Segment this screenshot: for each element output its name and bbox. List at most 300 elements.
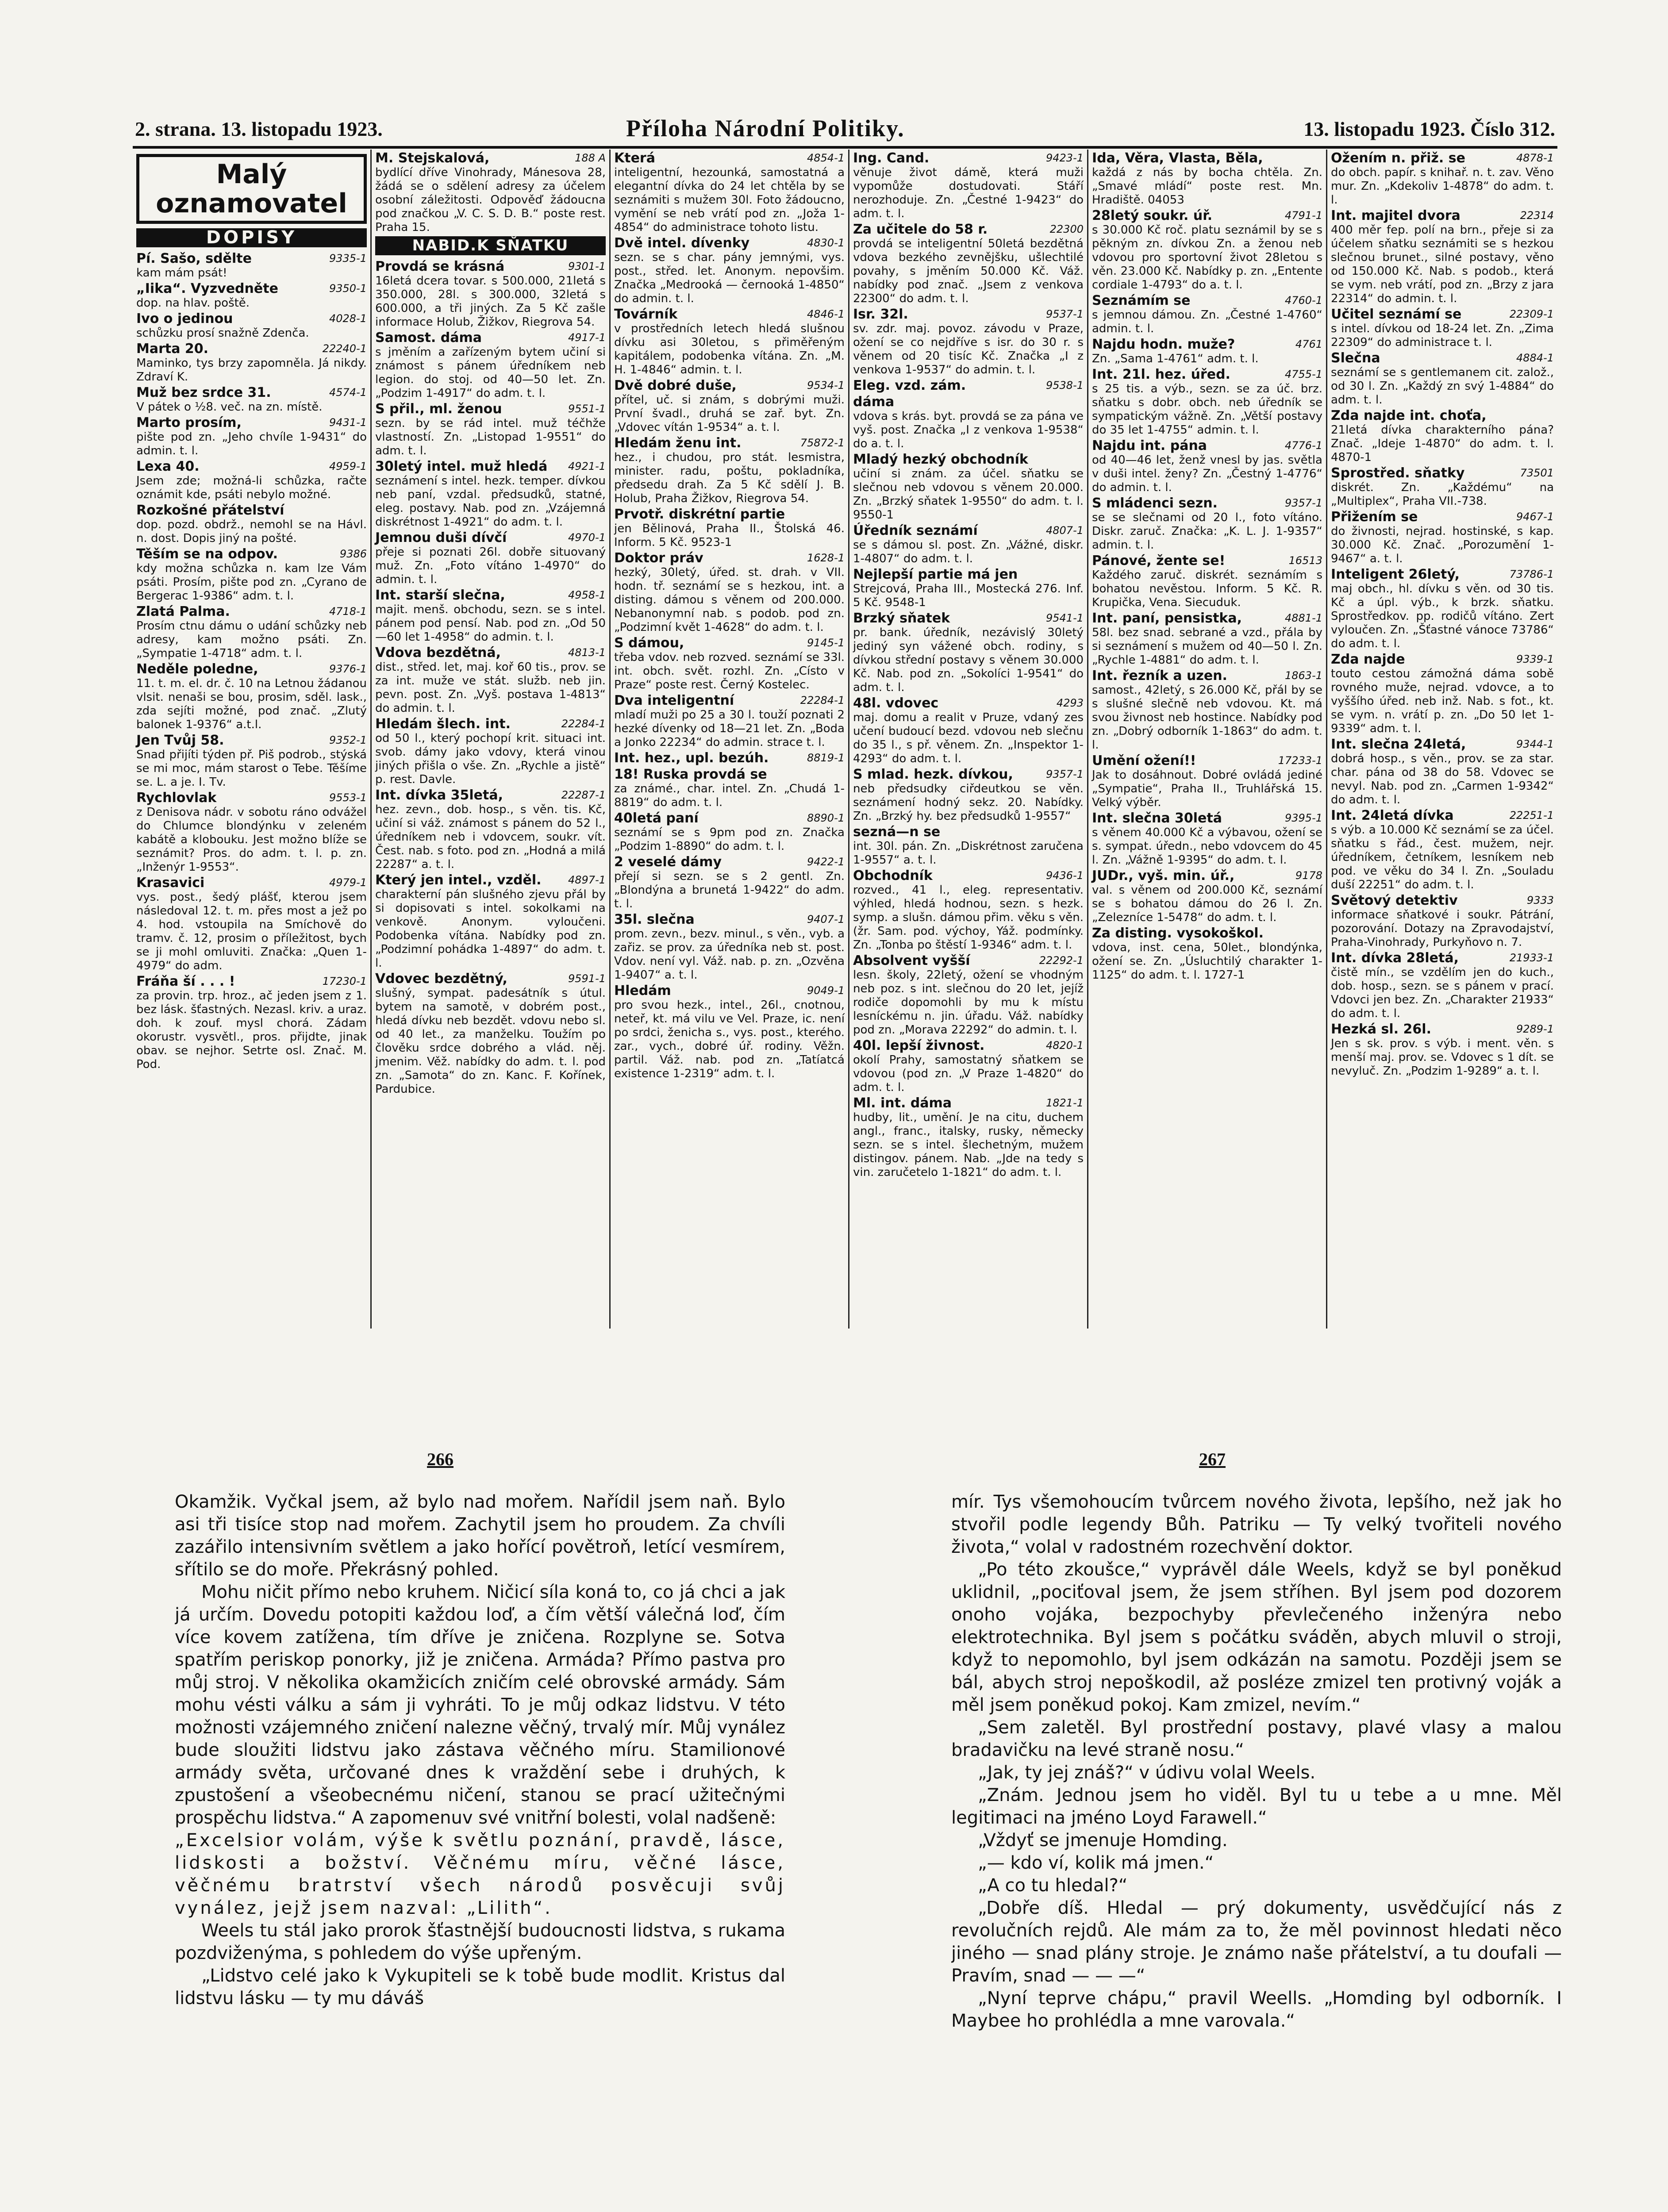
- ad-heading: Marta 20.: [136, 341, 209, 357]
- box-title-line-2: oznamovatel: [156, 188, 347, 219]
- ad-text: slušný, sympat. padesátník s útul. bytem na samotě, v dobrém post., hledá dívku neb bezdět. vdovu nebo sl. od 40 let., za manželku. Toužím po člověku srdce dobrého a vlád. něj. jmenim. Věž. nabídky do adm. t. l. pod zn. „Samota“ do zn. Kanc. F. Kořínek, Pardubice.: [375, 987, 606, 1096]
- ad-text: pište pod zn. „Jeho chvíle 1-9431“ do admin. t. l.: [136, 430, 367, 457]
- ad-text: s intel. dívkou od 18-24 let. Zn. „Zima 22309“ do administrace t. l.: [1331, 322, 1554, 349]
- ad-text: přejí si sezn. se s 2 gentl. Zn. „Blondýna a brunetá 1-9422“ do adm. t. l.: [614, 870, 845, 910]
- story-paragraph: „Znám. Jednou jsem ho viděl. Byl tu u tebe a u mne. Měl legitimaci na jméno Loyd Farawell.“: [951, 1785, 1562, 1828]
- ad-text: s věnem 40.000 Kč a výbavou, ožení se s. sympat. úředn., nebo vdovcem do 45 l. Zn. „Vážně 1-9395“ do adm. t. l.: [1092, 826, 1322, 867]
- ad-text: lesn. školy, 22letý, ožení se vhodným neb poz. s int. slečnou do 20 let, jejíž rodiče dopomohli by mu k místu lesníckému n. jin. úřadu. Váž. nabídky pod zn. „Morava 22292“ do admin. t. l.: [853, 968, 1084, 1037]
- ad-code: 1863-1: [1284, 669, 1322, 682]
- ad-text: Maminko, tys brzy zapomněla. Já nikdy. Zdraví K.: [136, 357, 367, 384]
- ad-heading: Int. paní, pensistka,: [1092, 611, 1242, 626]
- story-paragraph: Weels tu stál jako prorok šťastnější budoucnosti lidstva, s rukama pozdviženýma, s pohledem do výše upřeným.: [175, 1920, 785, 1963]
- ad-heading: Dva inteligentní: [614, 693, 734, 708]
- classified-ad: [1092, 439, 1322, 495]
- ad-heading: Továrník: [614, 307, 678, 322]
- ad-code: 1821-1: [1045, 1097, 1084, 1109]
- ad-code: 4921-1: [568, 460, 606, 472]
- ad-heading: Rozkošné přátelství: [136, 503, 284, 518]
- ad-heading: Úředník seznámí: [853, 523, 978, 538]
- ad-text: do živnosti, nejrad. hostinské, s kap. 30.000 Kč. Znač. „Porozumění 1-9467“ a. t. l.: [1331, 525, 1554, 565]
- ad-code: 4760-1: [1284, 294, 1322, 307]
- ad-text: mladí muži po 25 a 30 l. touží poznati 2 hezké dívenky od 18—21 let. Zn. „Boda a Jonko 22234“ do admin. strace t. l.: [614, 708, 845, 749]
- ad-heading: Těším se na odpov.: [136, 546, 278, 562]
- ad-text: sv. zdr. maj. povoz. závodu v Praze, ožení se co nejdříve s isr. do 30 r. s věnem od 20 tisíc Kč. Značka „I z venkova 1-9537“ do admin. t. l.: [853, 322, 1084, 376]
- ad-heading: Marto prosím,: [136, 415, 242, 430]
- ad-column-3: [611, 150, 849, 1329]
- ad-column-2: [372, 150, 611, 1329]
- ad-text: hez., i chudou, pro stát. lesmistra, minister. radu, poštu, pokladníka, předsedu drah. Za 5 Kč sdělí J. B. Holub, Praha Žižkov, Riegrova 54.: [614, 451, 845, 505]
- classified-ad: [614, 694, 845, 749]
- classified-section: [133, 150, 1557, 1329]
- page-header: [135, 117, 1555, 144]
- classified-ad: [1092, 338, 1322, 366]
- classified-ad: [1092, 496, 1322, 552]
- classified-ad: [614, 236, 845, 306]
- ad-heading: Hledám šlech. int.: [375, 716, 511, 732]
- ad-text: Prosím ctnu dámu o udání schůzky neb adresy, kam možno psáti. Zn. „Sympatie 1-4718“ adm. t. l.: [136, 619, 367, 660]
- ad-code: 9467-1: [1516, 511, 1554, 523]
- ad-text: s 30.000 Kč roč. platu seznámil by se s pěkným zn. dívkou Zn. a ženou neb vdovou pro sportovní život 28letou s věn. 23.000 Kč. Nabídky p. zn. „Entente cordiale 1-4793“ do a. t. l.: [1092, 223, 1322, 292]
- ad-heading: Obchodník: [853, 868, 933, 883]
- ad-code: 17230-1: [322, 975, 367, 987]
- ad-code: 22287-1: [561, 789, 606, 801]
- ad-heading: S mládenci sezn.: [1092, 495, 1218, 511]
- story-paragraph: „Lidstvo celé jako k Vykupiteli se k tobě bude modlit. Kristus dal lidstvu lásku — ty mu dáváš: [175, 1966, 785, 2008]
- ad-heading: Slečna: [1331, 350, 1380, 366]
- classified-ad: [136, 342, 367, 384]
- ad-text: od 50 l., který pochopí krit. situaci int. svob. dámy jako vdovy, která vinou jiných přišla o vše. Zn. „Rychle a jistě“ p. rest. Davle.: [375, 732, 606, 786]
- classified-ad: [853, 954, 1084, 1037]
- ad-heading: Najdu hodn. muže?: [1092, 337, 1235, 352]
- story-paragraph: „— kdo ví, kolik má jmen.“: [978, 1853, 1214, 1873]
- classified-ad: [614, 307, 845, 377]
- ad-code: 9333: [1526, 894, 1554, 906]
- story-paragraph: „Dobře díš. Hledal — prý dokumenty, usvědčující nás z revolučních rejdů. Ale mám za to, že měl povinnost hledati něco jiného — snad plány stroje. Je známo naše přátelství, a tu doufali — Pravím, snad — — —“: [951, 1898, 1562, 1986]
- ad-code: 9541-1: [1045, 612, 1084, 624]
- ad-heading: Ml. int. dáma: [853, 1095, 952, 1111]
- classified-ad: [1092, 869, 1322, 925]
- ad-text: vys. post., šedý plášť, kterou jsem následoval 12. t. m. přes most a jež po 4. hod. vstoupila na Smíchově do tramv. č. 12, prosim o příležitost, bych se ji mohl omluviti. Značka: „Quen 1-4979“ do adm.: [136, 891, 367, 972]
- ad-heading: Zda najde: [1331, 652, 1405, 667]
- ad-heading: 35l. slečna: [614, 912, 695, 927]
- ad-heading: Ožením n. přiž. se: [1331, 150, 1465, 166]
- ad-code: 4791-1: [1284, 209, 1322, 222]
- classified-ad: [136, 662, 367, 732]
- ad-code: 9551-1: [568, 403, 606, 415]
- classified-ad: [614, 551, 845, 634]
- ad-text: okolí Prahy, samostatný sňatkem se vdovou (pod zn. „V Praze 1-4820“ do adm. t. l.: [853, 1053, 1084, 1094]
- classified-ad: [1331, 1022, 1554, 1078]
- ad-text: hudby, lit., umění. Je na citu, duchem angl., franc., italsky, rusky, německy sezn. se s intel. šlechetným, mužem distingov. pánem. Nab. „Jde na tedy s vin. zaručetelo 1-1821“ do adm. t. l.: [853, 1111, 1084, 1179]
- classified-ad: [1092, 611, 1322, 667]
- ad-code: 22309-1: [1509, 308, 1554, 320]
- ad-text: pr. bank. úředník, nezávislý 30letý jediný syn vážené obch. rodiny, s dívkou střední postavy s věnem 30.000 Kč. Nab. pod zn. „Sokolíci 1-9541“ do adm. t. l.: [853, 626, 1084, 694]
- ad-code: 9301-1: [568, 260, 606, 273]
- ad-text: majit. menš. obchodu, sezn. se s intel. pánem pod pensí. Nab. pod zn. „Od 50—60 let 1-4958“ do admin. t. l.: [375, 603, 606, 644]
- ad-code: 21933-1: [1509, 952, 1554, 964]
- ad-code: 22300: [1049, 223, 1084, 235]
- ad-text: vdova, inst. cena, 50let., blondýnka, ožení se. Zn. „Úsluchtilý charakter 1-1125“ do adm. t. l. 1727-1: [1092, 941, 1322, 982]
- classified-ad: [136, 605, 367, 661]
- ad-heading: Provdá se krásná: [375, 259, 505, 274]
- classified-ad: [1331, 568, 1554, 651]
- ad-text: hez. zevn., dob. hosp., s věn. tis. Kč, učiní si váž. známost s pánem do 52 l., úředníkem neb i vdovcem, soukr. vít. Čest. nab. s foto. pod zn. „Hodná a milá 22287“ a. t. l.: [375, 803, 606, 871]
- classified-ad: [375, 717, 606, 787]
- ad-text: rozved., 41 l., eleg. representativ. výhled, hledá hodnou, sezn. s hezk. symp. a slušn. dámou přim. věku s věn. (žr. Sam. pod. výchoy, Yáž. podmínky. Zn. „Tonba po štěstí 1-9346“ adm. t. l.: [853, 883, 1084, 952]
- ad-text: 21letá dívka charakterního pána? Znač. „Ideje 1-4870“ do adm. t. l. 4870-1: [1331, 423, 1554, 464]
- ad-heading: Umění ožení!!: [1092, 753, 1196, 768]
- ad-heading: Int. dívka 35letá,: [375, 787, 503, 803]
- classified-ad: [614, 751, 845, 766]
- classified-ad: [375, 260, 606, 329]
- classified-ad: [853, 307, 1084, 377]
- ad-column-4: [849, 150, 1088, 1329]
- ad-code: 73501: [1520, 467, 1554, 479]
- ad-text: touto cestou zámožná dáma sobě rovného muže, nejrad. vdovce, a to vyššího úřed. neb inž. Nab. s fot., kt. se vym. n. vrátí p. zn. „Do 50 let 1-9339“ adm. t. l.: [1331, 667, 1554, 735]
- ad-code: 9407-1: [807, 913, 845, 926]
- ad-text: Jsem zde; možná-li schůzka, račte oznámit kde, psáti nebylo možné.: [136, 474, 367, 501]
- classified-ad: [1331, 466, 1554, 508]
- dopisy-banner: DOPISY: [136, 228, 367, 247]
- ad-list: [136, 252, 367, 1071]
- ad-code: 9339-1: [1516, 653, 1554, 665]
- ad-text: Každého zaruč. diskrét. seznámím s bohatou nevěstou. Inform. 5 Kč. R. Krupička, Vena. Siecuduk.: [1092, 568, 1322, 609]
- ad-text: V pátek o ½8. več. na zn. místě.: [136, 400, 323, 414]
- classified-ad: [1331, 737, 1554, 807]
- ad-code: 9178: [1295, 869, 1322, 882]
- classified-ad: [1092, 368, 1322, 437]
- ad-text: Snad přijíti týden př. Piš podrob., stýská se mi moc, mám starost o Tebe. Těšíme se. L. a je. I. Tv.: [136, 748, 367, 789]
- ad-code: 9352-1: [329, 734, 367, 746]
- ad-code: 9350-1: [329, 282, 367, 295]
- ad-heading: Najdu int. pána: [1092, 438, 1207, 453]
- ad-code: 4917-1: [568, 331, 606, 344]
- ad-heading: Zlatá Palma.: [136, 604, 230, 619]
- ad-code: 4854-1: [807, 152, 845, 164]
- ad-code: 9357-1: [1284, 497, 1322, 509]
- ad-code: 9591-1: [568, 972, 606, 985]
- classified-ad: [1092, 669, 1322, 752]
- ad-code: 9537-1: [1045, 308, 1084, 320]
- story-paragraph: „Excelsior volám, výše k světlu poznání, pravdě, lásce, lidskosti a božství. Věčnému míru, věčné lásce, věčnému bratrství všech národů posvěcuji svůj vynález, jejž jsem nazval: „Lilith“.: [175, 1830, 785, 1918]
- story-paragraph: „Po této zkoušce,“ vyprávěl dále Weels, když se byl poněkud uklidnil, „pociťoval jsem, že jsem stříhen. Byl jsem pod dozorem onoho vojáka, bezpochyby převlečeného inženýra nebo elektrotechnika. Byl jsem s počátku sváděn, abych mluvil o stroji, když to nepomohlo, byl jsem odkázán na samotu. Později jsem se bál, abych stroj nepoškodil, až posléze zmizel ten protivný voják a měl jsem poněkud pokoj. Kam zmizel, nevím.“: [951, 1559, 1562, 1715]
- ad-text: provdá se inteligentní 50letá bezdětná vdova bezkého zevnějšku, ušlechtilé povahy, s jměním 50.000 Kč. Váž. nabídky pod znač. „Jsem z venkova 22300“ do adm. t. l.: [853, 237, 1084, 305]
- ad-heading: Int. hez., upl. bezúh.: [614, 750, 769, 766]
- ad-code: 188 A: [575, 152, 606, 164]
- ad-text: Strejcová, Praha III., Mostecká 276. Inf. 5 Kč. 9548-1: [853, 582, 1084, 609]
- ad-code: 22240-1: [322, 342, 367, 355]
- ad-heading: Lexa 40.: [136, 459, 200, 474]
- ad-code: 4881-1: [1284, 612, 1322, 624]
- ad-heading: M. Stejskalová,: [375, 150, 490, 166]
- ad-text: seznámí se s 9pm pod zn. Značka „Podzim 1-8890“ do adm. t. l.: [614, 826, 845, 853]
- ad-code: 4761: [1295, 338, 1322, 350]
- ad-heading: Int. majitel dvora: [1331, 208, 1460, 223]
- classified-ad: [853, 524, 1084, 566]
- classified-ad: [1331, 351, 1554, 407]
- classified-ad: [1331, 307, 1554, 349]
- ad-text: se se slečnami od 20 l., foto vítáno. Diskr. zaruč. Značka: „K. L. J. 1-9357“ admin. t. l.: [1092, 511, 1322, 552]
- classified-ad: [375, 460, 606, 529]
- ad-text: v prostředních letech hledá slušnou dívku asi 30letou, s přiměřeným kapitálem, podobenka vítána. Zn. „M. H. 1-4846“ admin. t. l.: [614, 322, 845, 376]
- ad-heading: Ida, Věra, Vlasta, Běla,: [1092, 150, 1263, 166]
- ad-heading: Doktor práv: [614, 550, 703, 566]
- ad-code: 4959-1: [329, 460, 367, 472]
- ad-heading: 48l. vdovec: [853, 695, 939, 711]
- ad-heading: Ivo o jedinou: [136, 311, 233, 326]
- classified-ad: [614, 151, 845, 234]
- ad-text: bydlící dříve Vinohrady, Mánesova 28, žádá se o sdělení adresy za účelem osobní záležitosti. Odpověď žádoucna pod značkou „V. C. S. D. B.“ poste rest. Praha 15.: [375, 166, 606, 234]
- ad-heading: „Iika“. Vyzvedněte: [136, 281, 278, 296]
- ad-heading: Dvě dobré duše,: [614, 378, 737, 393]
- ad-heading: S přil., ml. ženou: [375, 401, 502, 417]
- ad-column-1: [133, 150, 372, 1329]
- ad-code: 8890-1: [807, 812, 845, 824]
- classified-ad: [1092, 754, 1322, 810]
- ad-text: 400 měr fep. polí na brn., přeje si za účelem sňatku seznámiti se s hezkou slečnou brunet., silné postavy, věno od 150.000 Kč. Nab. s podob., která se vym. neb vrátí, pod zn. „Brzy z jara 22314“ do admin. t. l.: [1331, 223, 1554, 305]
- story-paragraph: „Vždyť se jmenuje Homding.: [978, 1830, 1228, 1851]
- ad-text: Zn. „Sama 1-4761“ adm. t. l.: [1092, 352, 1259, 365]
- ad-text: sezn. by se rád intel. muž téčhže vlastností. Zn. „Listopad 1-9551“ do adm. t. l.: [375, 417, 606, 457]
- ad-text: Jen s sk. prov. s výb. i ment. věn. s menší maj. prov. se. Vdovec s 1 dít. se nevyluč. Zn. „Podzim 1-9289“ a. t. l.: [1331, 1037, 1554, 1078]
- story-paragraph: „Nyní teprve chápu,“ pravil Weells. „Homding byl odborník. I Maybee ho prohlédla a mne varovala.“: [951, 1988, 1562, 2031]
- ad-text: hezký, 30letý, úřed. st. drah. v VII. hodn. tř. seznámí se s hezkou, int. a disting. dámou s věnem od 200.000. Nebanonymní nab. s podob. pod zn. „Podzimní květ 1-4628“ do adm. t. l.: [614, 566, 845, 634]
- ad-text: přítel, uč. si znám, s dobrými muži. První švadl., druhá se zař. byt. Zn. „Vdovec vítán 1-9534“ a. t. l.: [614, 393, 845, 434]
- ad-heading: Jen Tvůj 58.: [136, 733, 224, 748]
- ad-text: seznámí se s gentlemanem cit. založ., od 30 l. Zn. „Každý zn svý 1-4884“ do adm. t. l.: [1331, 366, 1554, 407]
- ad-code: 9395-1: [1284, 812, 1322, 824]
- ad-text: Jak to dosáhnout. Dobré ovládá jediné „Sympatie“, Praha II., Truhlářská 15. Velký výběr.: [1092, 768, 1322, 809]
- ad-code: 16513: [1288, 554, 1322, 567]
- classified-ad: [853, 453, 1084, 522]
- classified-ad: [853, 151, 1084, 221]
- classified-ad: [853, 379, 1084, 393]
- ad-code: 17233-1: [1278, 754, 1322, 767]
- ad-heading: Sprostřed. sňatky: [1331, 465, 1465, 481]
- classified-ad: [136, 547, 367, 603]
- classified-ad: [614, 811, 845, 853]
- ad-heading: Rychlovlak: [136, 790, 217, 806]
- ad-heading: Neděle poledne,: [136, 661, 258, 677]
- ad-code: 4884-1: [1516, 352, 1554, 364]
- ad-code: 4878-1: [1516, 152, 1554, 164]
- ad-code: 9422-1: [807, 856, 845, 868]
- classified-ad: [614, 913, 845, 982]
- classified-ad: [136, 416, 367, 458]
- ad-text: samost., 42letý, s 26.000 Kč, přál by se s slušné slečně neb vdovou. Kt. má svou živnost neb hostince. Nabídky pod zn. „Dobrý odborník 1-1863“ do adm. t. l.: [1092, 684, 1322, 752]
- ad-heading: Muž bez srdce 31.: [136, 385, 271, 400]
- ad-heading: Isr. 32l.: [853, 307, 908, 322]
- classified-ad: [1331, 809, 1554, 892]
- ad-heading: Brzký sňatek: [853, 611, 950, 626]
- ad-text: z Denisova nádr. v sobotu ráno odvážel do Chlumce blondýnku v zeleném kabátě a klobouku. Jest možno blíže se seznámit? Pros. do adm. t. l. p. zn. „Inženýr 1-9553“.: [136, 806, 367, 874]
- ad-heading: Hledám: [614, 983, 671, 998]
- ad-heading: 28letý soukr. úř.: [1092, 208, 1213, 223]
- ad-code: 22292-1: [1039, 954, 1084, 967]
- ad-code: 9534-1: [807, 379, 845, 392]
- classified-ad: [614, 507, 845, 549]
- ad-code: 9553-1: [329, 791, 367, 804]
- classified-ad: [375, 646, 606, 715]
- ad-code: 9049-1: [807, 984, 845, 997]
- ad-heading: Který jen intel., vzděl.: [375, 872, 542, 888]
- ad-code: 4574-1: [329, 386, 367, 399]
- ad-text: prom. zevn., bezv. minul., s věn., vyb. a zařiz. se prov. za úředníka neb st. post. Vdov. není vyl. Váž. nab. p. zn. „Ozvěna 1-9407“ a. t. l.: [614, 927, 845, 982]
- ad-code: 4807-1: [1045, 524, 1084, 537]
- ad-heading: Nejlepší partie má jen: [853, 567, 1018, 582]
- ad-text: sezn. se s char. pány jemnými, vys. post., střed. let. Anonym. nepovšim. Značka „Medrooká — černooká 1-4850“ do admin. t. l.: [614, 251, 845, 305]
- ad-heading: Int. slečna 30letá: [1092, 810, 1222, 826]
- classified-ad: [614, 855, 845, 911]
- classified-ad: [1331, 951, 1554, 1021]
- story-paragraph: „Sem zaletěl. Byl prostřední postavy, plavé vlasy a malou bradavičku na levé straně nosu.“: [951, 1717, 1562, 1760]
- classified-ad: [614, 768, 845, 810]
- ad-code: 4755-1: [1284, 368, 1322, 380]
- classified-ad: [853, 395, 1084, 451]
- ad-code: 4979-1: [329, 876, 367, 889]
- classified-ad: [1331, 209, 1554, 306]
- classified-ad: [853, 1039, 1084, 1094]
- ad-list: [375, 151, 606, 1096]
- ad-text: třeba vdov. neb rozved. seznámí se 33l. int. obch. svět. rozhl. Zn. „Císto v Praze“ poste rest. Černý Kostelec.: [614, 651, 845, 691]
- ad-text: maj obch., hl. dívku s věn. od 30 tis. Kč a úpl. výb., k brzk. sňatku. Sprostředkov. pp. rodičů vítáno. Zert vyloučen. Zn. „Šťastné vánoce 73786“ do adm. t. l.: [1331, 582, 1554, 650]
- classified-ad: [136, 975, 367, 1071]
- ad-text: vdova s krás. byt. provdá se za pána ve vyš. post. Značka „I z venkova 1-9538“ do a. t. l.: [853, 410, 1084, 450]
- ad-code: 4846-1: [807, 308, 845, 320]
- ad-code: 9289-1: [1516, 1023, 1554, 1035]
- ad-text: s 25 tis. a výb., sezn. se za úč. brz. sňatku s dobr. obch. neb úředník se sympatickým vážně. Zn. „Větší postavy do 35 let 1-4755“ admin. t. l.: [1092, 382, 1322, 437]
- ad-heading: 2 veselé dámy: [614, 854, 722, 870]
- ad-text: charakterní pán slušného zjevu přál by si dopisovati s intel. sokolkami na venkově. Anonym. vyloučeni. Podobenka vítána. Nabídky pod zn. „Podzimní pohádka 1-4897“ do adm. t. l.: [375, 888, 606, 970]
- ad-text: za provin. trp. hroz., ač jeden jsem z 1. bez lásk. šťastných. Nezasl. kriv. a uraz. doh. k zouf. mysl chorá. Zádam okorustr. vysvětl., pros. přijdte, jinak obav. se nejhor. Setrte osl. Znač. M. Pod.: [136, 989, 367, 1071]
- ad-heading: Int. řezník a uzen.: [1092, 668, 1227, 684]
- ad-text: s jemnou dámou. Zn. „Čestné 1-4760“ admin. t. l.: [1092, 308, 1322, 335]
- page-number-right: 267: [1199, 1449, 1226, 1469]
- ad-text: diskrét. Zn. „Každému“ na „Multiplex“, Praha VII.-738.: [1331, 481, 1554, 508]
- ad-text: jen Bělinová, Praha II., Štolská 46. Inform. 5 Kč. 9523-1: [614, 522, 845, 549]
- ad-code: 4776-1: [1284, 439, 1322, 452]
- ad-code: 73786-1: [1509, 568, 1554, 580]
- ad-code: 4970-1: [568, 531, 606, 544]
- classified-ad: [375, 788, 606, 872]
- ad-code: 9335-1: [329, 252, 367, 265]
- ad-heading: Za učitele do 58 r.: [853, 222, 988, 237]
- ad-heading: Jemnou duši dívčí: [375, 530, 507, 545]
- ad-code: 4028-1: [329, 312, 367, 325]
- classified-ad: [136, 386, 367, 414]
- ad-heading: Přižením se: [1331, 509, 1418, 525]
- ad-code: 22251-1: [1509, 809, 1554, 822]
- ad-text: int. 30l. pán. Zn. „Diskrétnost zaručena 1-9557“ a. t. l.: [853, 840, 1084, 867]
- ad-text: dop. na hlav. poště.: [136, 296, 250, 310]
- ad-code: 22284-1: [800, 694, 845, 707]
- ad-heading: Prvotř. diskrétní partie: [614, 507, 785, 522]
- classified-ad: [375, 873, 606, 970]
- ad-heading: Inteligent 26letý,: [1331, 567, 1460, 582]
- ad-code: 9145-1: [807, 637, 845, 649]
- classified-ad: [375, 151, 606, 234]
- ad-heading: Int. 21l. hez. úřed.: [1092, 367, 1230, 382]
- ad-heading: 40letá paní: [614, 810, 699, 826]
- classified-ad: [1092, 151, 1322, 207]
- classified-ad: [375, 331, 606, 400]
- ad-code: 4897-1: [568, 874, 606, 886]
- classified-ad: [614, 436, 845, 506]
- ad-heading: 30letý intel. muž hledá: [375, 459, 548, 474]
- ad-heading: Za disting. vysokoškol.: [1092, 926, 1264, 941]
- ad-text: 16letá dcera tovar. s 500.000, 21letá s 350.000, 28l. s 300.000, 32letá s 600.000, a tři jiných. Za 5 Kč zašle informace Holub, Žižkov, Riegrova 54.: [375, 274, 606, 329]
- ad-code: 9376-1: [329, 663, 367, 675]
- story-paragraph: „Jak, ty jej znáš?“ v údivu volal Weels.: [978, 1763, 1316, 1783]
- ad-text: 11. t. m. el. dr. č. 10 na Letnou žádanou vlsit. nenaši se bou, prosim, sděl. lask., zda sejíti možné, pod znač. „Zlutý balonek 1-9376“ a.t.l.: [136, 677, 367, 731]
- classified-ad: [853, 568, 1084, 610]
- ad-text: za známé., char. intel. Zn. „Chudá 1-8819“ do adm. t. l.: [614, 782, 845, 809]
- page-number-left: 266: [427, 1449, 454, 1469]
- ad-code: 75872-1: [800, 437, 845, 449]
- story-column-left: [175, 1491, 785, 2212]
- maly-oznamovatel-box: [136, 154, 367, 224]
- ad-code: 22314: [1520, 209, 1554, 222]
- ad-heading: Eleg. vzd. zám.: [853, 378, 966, 393]
- ad-heading: dáma: [853, 394, 895, 410]
- classified-ad: [136, 503, 367, 545]
- ad-code: 9344-1: [1516, 738, 1554, 750]
- ad-heading: Vdovec bezdětný,: [375, 971, 507, 987]
- ad-code: 9431-1: [329, 416, 367, 429]
- ad-heading: Dvě intel. dívenky: [614, 235, 750, 251]
- classified-ad: [1092, 926, 1322, 982]
- classified-ad: [136, 876, 367, 973]
- ad-text: dop. pozd. obdrž., nemohl se na Hávl. n. dost. Dopis jiný na pošté.: [136, 518, 367, 545]
- ad-heading: Ing. Cand.: [853, 150, 930, 166]
- ad-text: kam mám psát!: [136, 266, 227, 280]
- ad-text: věnuje život dámě, která muži vypomůže dostudovati. Stáří nerozhoduje. Zn. „Čestné 1-9423“ do adm. t. l.: [853, 166, 1084, 220]
- ad-text: dist., střed. let, maj. koř 60 tis., prov. se za int. muže ve stát. služb. neb jin. pevn. post. Zn. „Vyš. postava 1-4813“ do admin. t. l.: [375, 661, 606, 715]
- classified-ad: [853, 1096, 1084, 1179]
- ad-text: s jměním a zařízeným bytem učiní si známost s pánem úředníkem neb legion. do stoj. od 40—50 let. Zn. „Podzim 1-4917“ do adm. t. l.: [375, 346, 606, 400]
- ad-code: 22284-1: [561, 718, 606, 730]
- ad-heading: Vdova bezdětná,: [375, 645, 501, 661]
- classified-ad: [1092, 294, 1322, 336]
- ad-text: informace sňatkové i soukr. Pátrání, pozorování. Dotazy na Zpravodajství, Praha-Vinohrady, Purkyňovo n. 7.: [1331, 908, 1554, 949]
- classified-ad: [853, 696, 1084, 766]
- ad-heading: 40l. lepší živnost.: [853, 1038, 985, 1053]
- box-title-line-1: Malý: [216, 159, 287, 190]
- classified-ad: [1092, 554, 1322, 610]
- classified-ad: [136, 252, 367, 280]
- classified-ad: [375, 588, 606, 644]
- ad-text: neb předsudky ciřdeutkou se věn. seznámení hodný sekz. 20. Nabídky. Zn. „Brzký hy. bez předsudků 1-9557“: [853, 782, 1084, 823]
- ad-code: 4293: [1056, 697, 1084, 709]
- classified-ad: [136, 733, 367, 789]
- ad-text: dobrá hosp., s věn., prov. se za star. char. pána od 38 do 58. Vdovec se nevyl. Nab. pod zn. „Carmen 1-9342“ do adm. t. l.: [1331, 752, 1554, 806]
- classified-ad: [614, 636, 845, 692]
- ad-heading: Pánové, žente se!: [1092, 553, 1226, 568]
- ad-text: val. s věnem od 200.000 Kč, seznámí se s bohatou dámou do 26 l. Zn. „Zelezníce 1-5478“ do adm. t. l.: [1092, 883, 1322, 924]
- ad-code: 8819-1: [807, 752, 845, 764]
- story-paragraph: „A co tu hledal?“: [978, 1875, 1128, 1896]
- ad-heading: Pí. Sašo, sdělte: [136, 251, 252, 266]
- ad-code: 1628-1: [807, 552, 845, 564]
- ad-text: s výb. a 10.000 Kč seznámí se za účel. sňatku s řád., čest. mužem, nejr. úředníkem, četníkem, lesníkem neb pod. ve věku do 34 l. Zn. „Souladu duší 22251“ do adm. t. l.: [1331, 823, 1554, 891]
- classified-ad: [375, 972, 606, 1096]
- ad-code: 9386: [339, 548, 367, 560]
- classified-ad: [853, 611, 1084, 695]
- ad-heading: S dámou,: [614, 635, 684, 651]
- classified-ad: [136, 460, 367, 502]
- classified-ad: [1331, 151, 1554, 207]
- ad-text: čistě mín., se vzdělím jen do kuch., dob. hosp., sezn. se s pánem v prací. Vdovci jen bez. Zn. „Charakter 21933“ do adm. t. l.: [1331, 966, 1554, 1020]
